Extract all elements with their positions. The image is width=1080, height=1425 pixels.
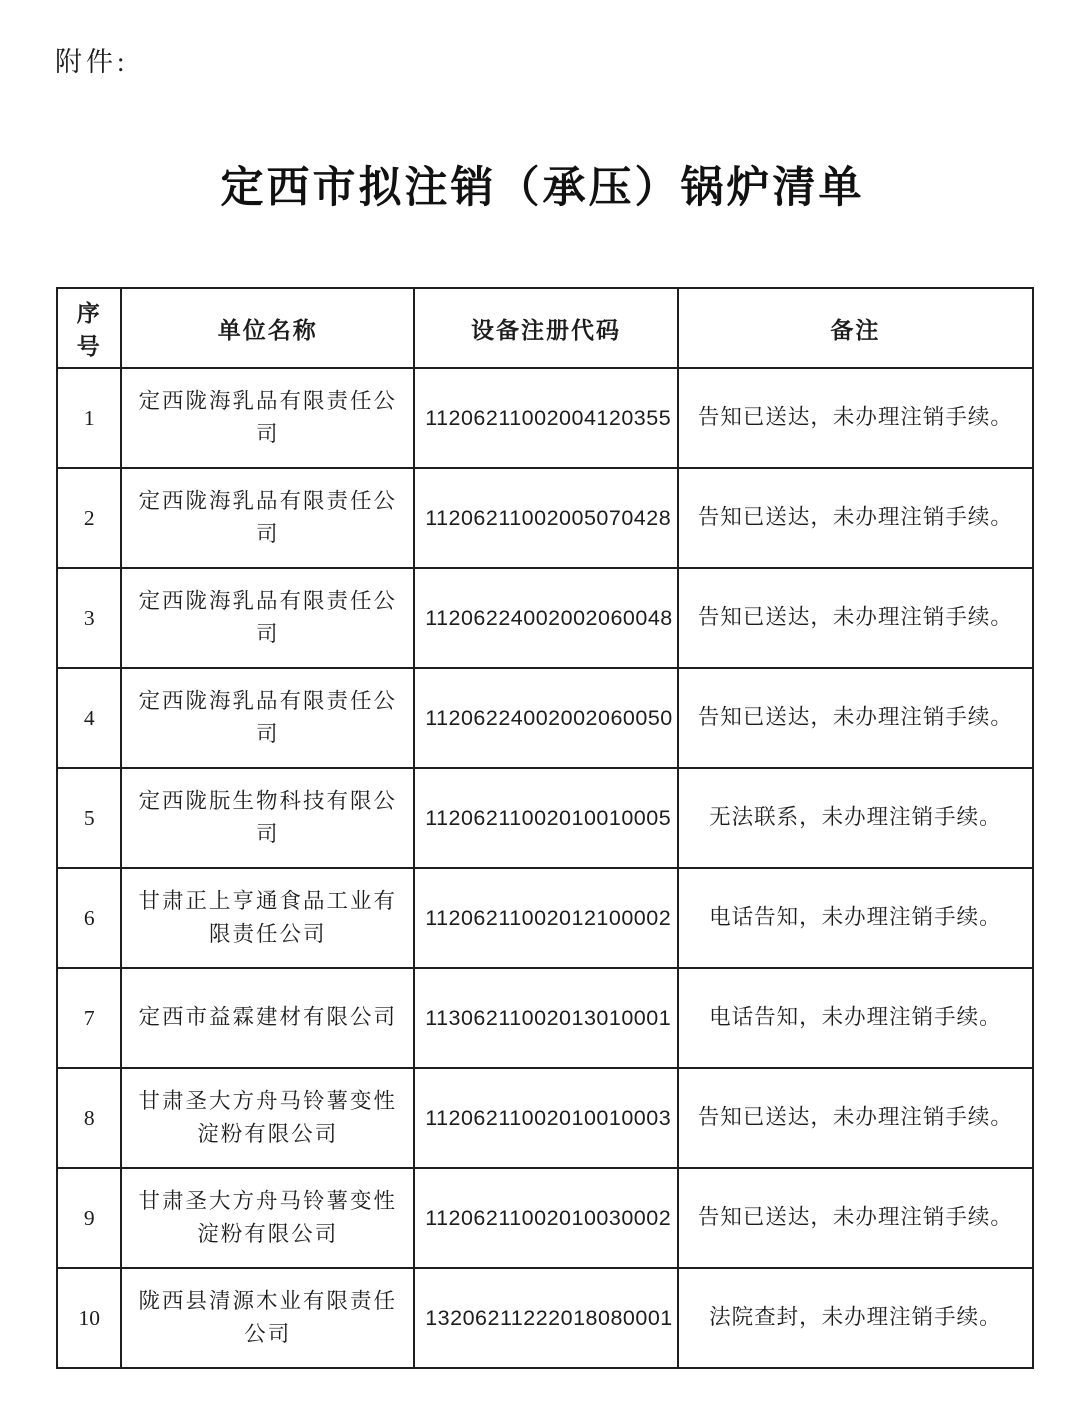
boiler-list-table xyxy=(56,287,1034,1369)
row-number-cell: 9 xyxy=(57,1168,121,1268)
company-name-cell: 定西陇海乳品有限责任公司 xyxy=(121,468,414,568)
company-name-cell: 甘肃圣大方舟马铃薯变性淀粉有限公司 xyxy=(121,1068,414,1168)
device-code-cell: 11206211002004120355 xyxy=(414,368,678,468)
column-header-serial: 序号 xyxy=(57,288,121,368)
device-code-cell: 13206211222018080001 xyxy=(414,1268,678,1368)
table-row xyxy=(57,668,1033,768)
column-header-company: 单位名称 xyxy=(121,288,414,368)
device-code-cell: 11206224002002060050 xyxy=(414,668,678,768)
page-title: 定西市拟注销（承压）锅炉清单 xyxy=(220,165,865,212)
device-code-cell: 11306211002013010001 xyxy=(414,968,678,1068)
table-row xyxy=(57,568,1033,668)
device-code-cell: 11206211002010010003 xyxy=(414,1068,678,1168)
table-row xyxy=(57,868,1033,968)
row-number-cell: 1 xyxy=(57,368,121,468)
remark-cell: 告知已送达，未办理注销手续。 xyxy=(678,368,1033,468)
remark-cell: 告知已送达，未办理注销手续。 xyxy=(678,1168,1033,1268)
remark-cell: 告知已送达，未办理注销手续。 xyxy=(678,568,1033,668)
device-code-cell: 11206211002012100002 xyxy=(414,868,678,968)
column-header-remark: 备注 xyxy=(678,288,1033,368)
table-row xyxy=(57,1268,1033,1368)
company-name-cell: 甘肃圣大方舟马铃薯变性淀粉有限公司 xyxy=(121,1168,414,1268)
row-number-cell: 4 xyxy=(57,668,121,768)
remark-cell: 无法联系，未办理注销手续。 xyxy=(678,768,1033,868)
company-name-cell: 定西市益霖建材有限公司 xyxy=(121,968,414,1068)
remark-cell: 电话告知，未办理注销手续。 xyxy=(678,968,1033,1068)
company-name-cell: 定西陇朊生物科技有限公司 xyxy=(121,768,414,868)
remark-cell: 法院查封，未办理注销手续。 xyxy=(678,1268,1033,1368)
remark-cell: 告知已送达，未办理注销手续。 xyxy=(678,1068,1033,1168)
device-code-cell: 11206211002005070428 xyxy=(414,468,678,568)
table-header-row xyxy=(57,288,1033,368)
row-number-cell: 7 xyxy=(57,968,121,1068)
row-number-cell: 3 xyxy=(57,568,121,668)
row-number-cell: 2 xyxy=(57,468,121,568)
table-row xyxy=(57,1168,1033,1268)
company-name-cell: 定西陇海乳品有限责任公司 xyxy=(121,368,414,468)
company-name-cell: 陇西县清源木业有限责任公司 xyxy=(121,1268,414,1368)
remark-cell: 告知已送达，未办理注销手续。 xyxy=(678,668,1033,768)
row-number-cell: 5 xyxy=(57,768,121,868)
column-header-device-code: 设备注册代码 xyxy=(414,288,678,368)
table-row xyxy=(57,468,1033,568)
device-code-cell: 11206211002010030002 xyxy=(414,1168,678,1268)
row-number-cell: 8 xyxy=(57,1068,121,1168)
table-row xyxy=(57,768,1033,868)
table-row xyxy=(57,1068,1033,1168)
device-code-cell: 11206211002010010005 xyxy=(414,768,678,868)
company-name-cell: 甘肃正上亨通食品工业有限责任公司 xyxy=(121,868,414,968)
attachment-label: 附件: xyxy=(55,47,129,77)
company-name-cell: 定西陇海乳品有限责任公司 xyxy=(121,568,414,668)
row-number-cell: 6 xyxy=(57,868,121,968)
table-row xyxy=(57,368,1033,468)
table-body xyxy=(57,368,1033,1368)
company-name-cell: 定西陇海乳品有限责任公司 xyxy=(121,668,414,768)
remark-cell: 电话告知，未办理注销手续。 xyxy=(678,868,1033,968)
row-number-cell: 10 xyxy=(57,1268,121,1368)
table-header xyxy=(57,288,1033,368)
table-row xyxy=(57,968,1033,1068)
device-code-cell: 11206224002002060048 xyxy=(414,568,678,668)
remark-cell: 告知已送达，未办理注销手续。 xyxy=(678,468,1033,568)
